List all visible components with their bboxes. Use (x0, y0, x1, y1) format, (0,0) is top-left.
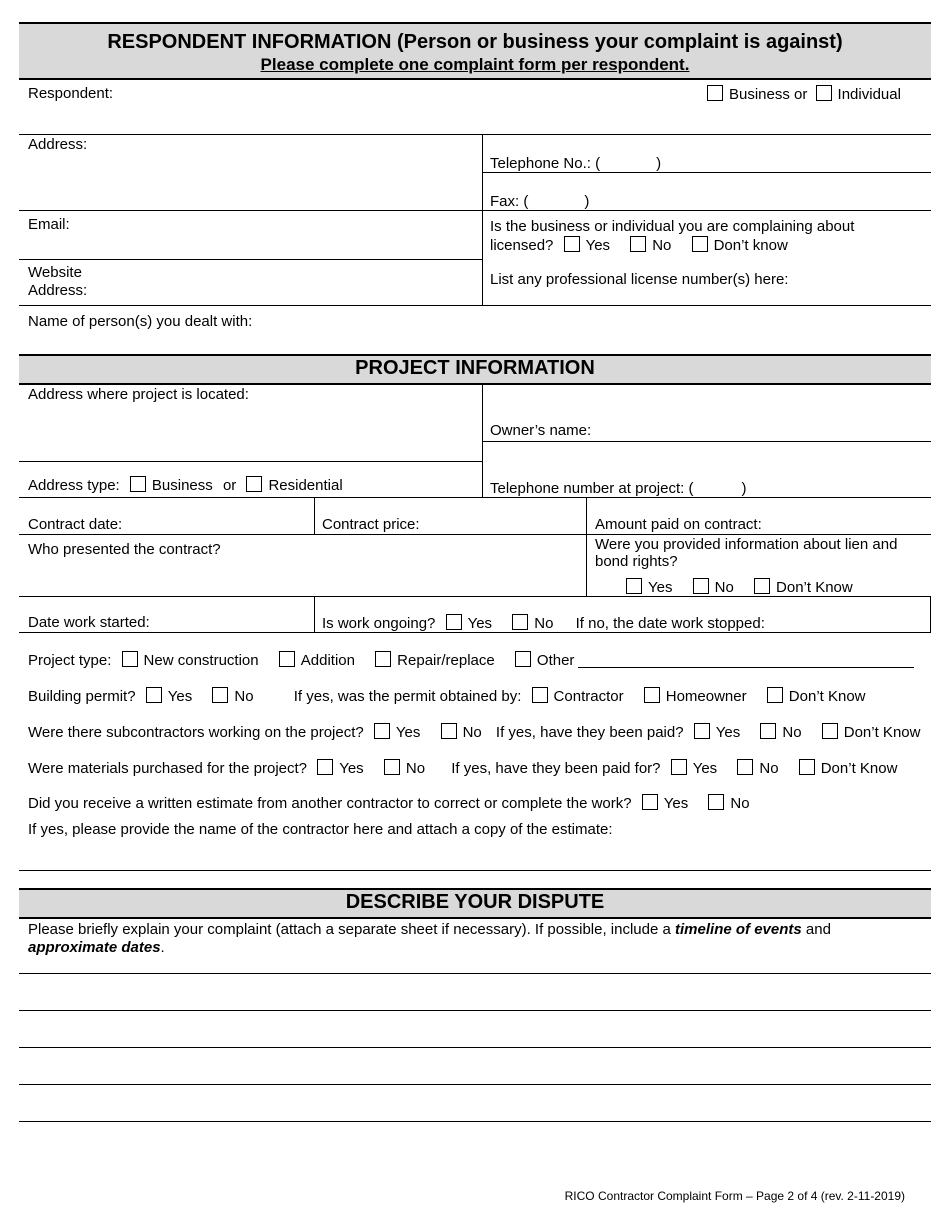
project-heading: PROJECT INFORMATION (355, 357, 595, 379)
ongoing-no-checkbox[interactable] (512, 614, 528, 630)
project-type-label: Project type: (28, 652, 112, 669)
rule (19, 888, 931, 890)
licensed-no-checkbox[interactable] (630, 236, 646, 252)
contract-date-label: Contract date: (28, 516, 123, 533)
materials-paid-label: If yes, have they been paid for? (451, 760, 661, 777)
rule (19, 917, 931, 919)
estimate-yes-checkbox[interactable] (642, 794, 658, 810)
column-divider (314, 497, 315, 535)
materials-yes-checkbox[interactable] (317, 759, 333, 775)
ongoing-label: Is work ongoing? (322, 615, 436, 632)
individual-label: Individual (837, 86, 901, 103)
respondent-label: Respondent: (28, 85, 114, 102)
address-type-residential-checkbox[interactable] (246, 476, 262, 492)
estimate-followup-label: If yes, please provide the name of the contractor here and attach a copy of the estimate: (28, 821, 613, 838)
materials-row: Were materials purchased for the project? Yes No If yes, have they been paid for? Yes No Don’t Know (28, 760, 898, 777)
permit-yes-checkbox[interactable] (146, 687, 162, 703)
project-type-row: Project type: New construction Addition Repair/replace Other (28, 652, 575, 669)
contract-price-label: Contract price: (322, 516, 420, 533)
who-presented-label: Who presented the contract? (28, 541, 221, 558)
website-label-1: Website (28, 264, 82, 281)
fax-field[interactable]: Fax: ( ) (490, 193, 590, 210)
dispute-writing-line[interactable] (19, 1121, 931, 1122)
permit-dont-know-checkbox[interactable] (767, 687, 783, 703)
ongoing-group: Is work ongoing? Yes No If no, the date work stopped: (322, 615, 765, 632)
rule (19, 534, 931, 535)
rule (19, 461, 482, 462)
date-started-label: Date work started: (28, 614, 150, 631)
dispute-writing-line[interactable] (19, 1084, 931, 1085)
lien-dont-know-checkbox[interactable] (754, 578, 770, 594)
individual-checkbox[interactable] (816, 85, 832, 101)
rule (19, 596, 931, 597)
rule (19, 497, 931, 498)
licensed-question-line2: licensed? Yes No Don’t know (490, 237, 788, 254)
subs-paid-label: If yes, have they been paid? (495, 724, 684, 741)
estimate-row: Did you receive a written estimate from another contractor to correct or complete the work? Yes No (28, 795, 750, 812)
addition-checkbox[interactable] (279, 651, 295, 667)
subs-paid-dont-know-checkbox[interactable] (822, 723, 838, 739)
permit-homeowner-checkbox[interactable] (644, 687, 660, 703)
address-type-label: Address type: (28, 477, 120, 494)
fax-label: Fax: ( (490, 193, 529, 210)
column-divider (314, 596, 315, 632)
materials-paid-no-checkbox[interactable] (737, 759, 753, 775)
materials-label: Were materials purchased for the project? (28, 760, 308, 777)
estimate-label: Did you receive a written estimate from another contractor to correct or complete the work? (28, 795, 632, 812)
rule (19, 383, 931, 385)
estimate-contractor-line[interactable] (19, 870, 931, 871)
rule (19, 210, 931, 211)
telephone-label: Telephone No.: ( (490, 155, 601, 172)
subcontractors-label: Were there subcontractors working on the project? (28, 724, 364, 741)
dispute-instruction-line2: approximate dates. (28, 939, 165, 956)
subcontractors-row: Were there subcontractors working on the project? Yes No If yes, have they been paid? Yes No Don’t Know (28, 724, 921, 741)
page-footer: RICO Contractor Complaint Form – Page 2 of 4 (rev. 2-11-2019) (564, 1189, 905, 1203)
rule (19, 78, 931, 80)
materials-no-checkbox[interactable] (384, 759, 400, 775)
dispute-writing-line[interactable] (19, 1010, 931, 1011)
address-type-group: Address type: Business or Residential (28, 477, 343, 494)
website-label-2: Address: (28, 282, 88, 299)
lien-options: Yes No Don’t Know (626, 578, 853, 596)
dealt-with-label: Name of person(s) you dealt with: (28, 313, 253, 330)
dispute-writing-line[interactable] (19, 1047, 931, 1048)
telephone-field[interactable]: Telephone No.: ( ) (490, 155, 662, 172)
respondent-type-group (707, 85, 901, 103)
rule (19, 134, 931, 135)
other-checkbox[interactable] (515, 651, 531, 667)
subs-paid-no-checkbox[interactable] (760, 723, 776, 739)
other-write-in-line[interactable] (578, 667, 914, 668)
subs-paid-yes-checkbox[interactable] (694, 723, 710, 739)
amount-paid-label: Amount paid on contract: (595, 516, 762, 533)
lien-no-checkbox[interactable] (693, 578, 709, 594)
rule (19, 259, 482, 260)
permit-contractor-checkbox[interactable] (532, 687, 548, 703)
permit-label: Building permit? (28, 688, 136, 705)
column-divider (930, 596, 931, 632)
licensed-yes-checkbox[interactable] (564, 236, 580, 252)
column-divider (586, 497, 587, 597)
rule (19, 22, 931, 24)
permit-row: Building permit? Yes No If yes, was the permit obtained by: Contractor Homeowner Don’t Know (28, 688, 866, 705)
license-numbers-label: List any professional license number(s) here: (490, 271, 789, 288)
permit-no-checkbox[interactable] (212, 687, 228, 703)
permit-obtained-label: If yes, was the permit obtained by: (293, 688, 522, 705)
materials-paid-dont-know-checkbox[interactable] (799, 759, 815, 775)
dispute-heading: DESCRIBE YOUR DISPUTE (345, 891, 605, 913)
project-telephone-label: Telephone number at project: ( (490, 480, 694, 497)
address-type-business-checkbox[interactable] (130, 476, 146, 492)
dispute-instruction-line1: Please briefly explain your complaint (attach a separate sheet if necessary). If possible, include a timeline of events and (28, 921, 831, 938)
email-label: Email: (28, 216, 70, 233)
dispute-writing-line[interactable] (19, 973, 931, 974)
lien-question-line1: Were you provided information about lien and (595, 536, 898, 553)
licensed-dont-know-checkbox[interactable] (692, 236, 708, 252)
rule (19, 632, 931, 633)
project-address-label: Address where project is located: (28, 386, 249, 403)
respondent-heading: RESPONDENT INFORMATION (Person or business your complaint is against) (107, 31, 843, 53)
respondent-subheading: Please complete one complaint form per respondent. (260, 55, 690, 74)
owner-name-label: Owner’s name: (490, 422, 592, 439)
rule (19, 305, 931, 306)
licensed-question-line1: Is the business or individual you are complaining about (490, 218, 855, 235)
subs-yes-checkbox[interactable] (374, 723, 390, 739)
column-divider (482, 134, 483, 306)
business-checkbox[interactable] (707, 85, 723, 101)
subs-no-checkbox[interactable] (441, 723, 457, 739)
materials-paid-yes-checkbox[interactable] (671, 759, 687, 775)
lien-question-line2: bond rights? (595, 553, 678, 570)
date-stopped-label: If no, the date work stopped: (575, 615, 765, 632)
rule (19, 354, 931, 356)
business-label: Business or (729, 86, 808, 103)
rule (482, 172, 931, 173)
rule (482, 441, 931, 442)
new-construction-checkbox[interactable] (122, 651, 138, 667)
lien-yes-checkbox[interactable] (626, 578, 642, 594)
project-telephone-field[interactable]: Telephone number at project: ( ) (490, 480, 747, 497)
address-label: Address: (28, 136, 88, 153)
repair-replace-checkbox[interactable] (375, 651, 391, 667)
estimate-no-checkbox[interactable] (708, 794, 724, 810)
ongoing-yes-checkbox[interactable] (446, 614, 462, 630)
